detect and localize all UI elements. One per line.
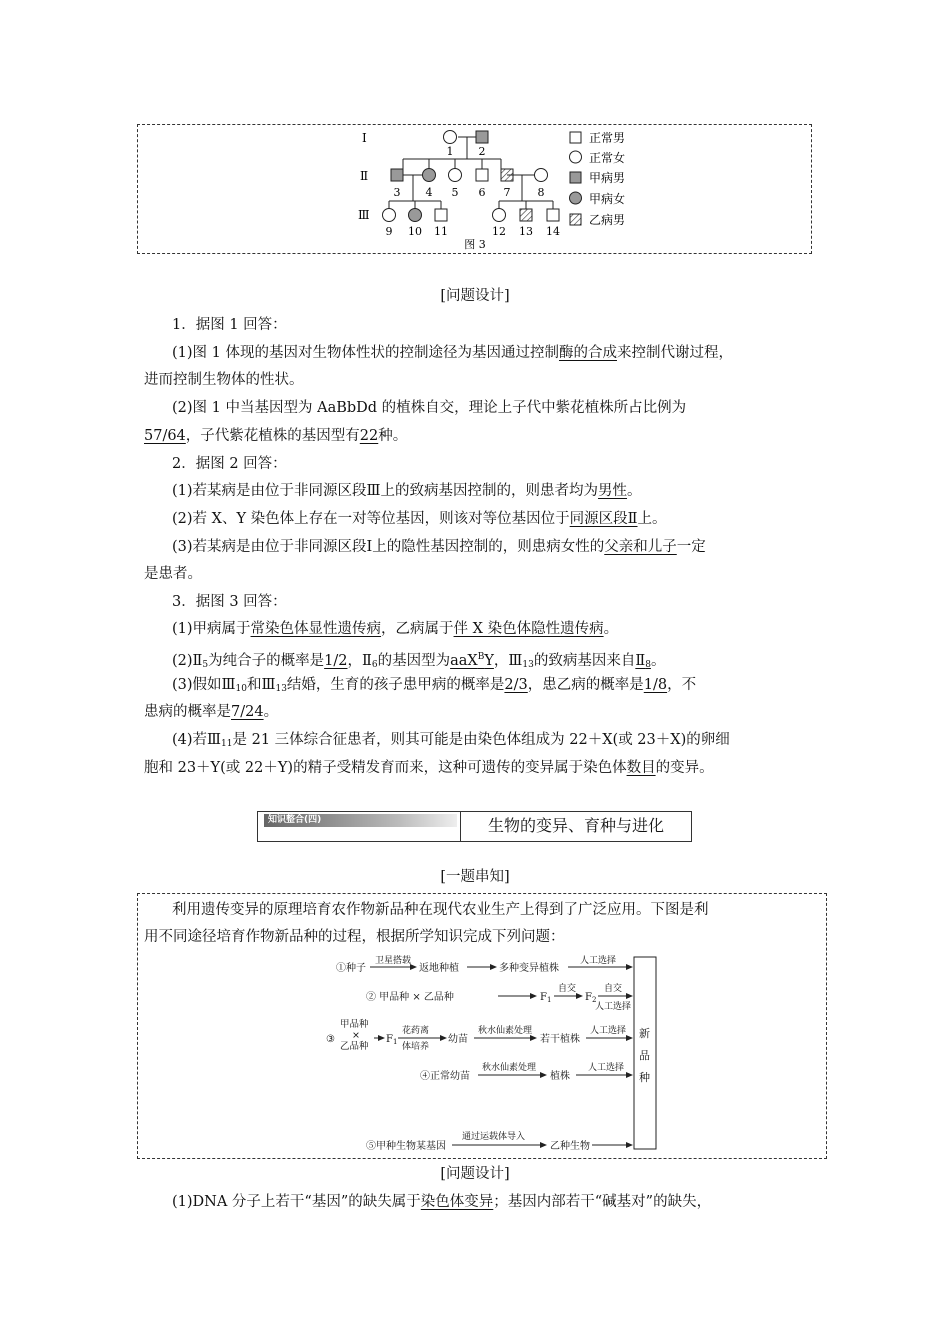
ped-number: 6 (478, 186, 486, 199)
legend-label: 正常男 (589, 131, 626, 145)
question-3-3-cont: 患病的概率是7/24。 (144, 704, 279, 720)
flow-r2-self2-label: 自交 (604, 984, 623, 994)
legend-label: 甲病男 (589, 171, 626, 185)
ped-III12 (493, 209, 506, 222)
ped-III14 (547, 209, 559, 221)
ped-number: 14 (546, 225, 560, 238)
breeding-flow-diagram (300, 955, 670, 1155)
question-3: 3．据图 3 回答： (172, 594, 287, 610)
flow-r3-x: × (352, 1030, 360, 1041)
question-3-2: $(2)Ⅱ_5$为纯合子的概率是1/2，$Ⅱ_6$的基因型为aaX$^B$Y，$Ⅲ_{13}$的致病基因来自$Ⅱ_8$。 (172, 652, 666, 670)
legend-disease-a-male-icon (570, 172, 581, 183)
ped-II5 (449, 169, 462, 182)
ped-number: 1 (446, 145, 454, 158)
question-3-4-cont: 胞和 23＋Y(或 22＋Y)的精子受精发育而来，这种可遗传的变异属于染色体数目的变异。 (144, 760, 714, 776)
ped-number: 8 (537, 186, 545, 199)
problem-intro: 利用遗传变异的原理培育农作物新品种在现代农业生产上得到了广泛应用。下图是利 (172, 902, 709, 918)
flow-r3-num: ③ (326, 1034, 335, 1045)
legend-disease-a-female-icon (570, 192, 582, 204)
flow-r5-arrow: 通过运载体导入 (462, 1132, 526, 1142)
question-2: 2．据图 2 回答： (172, 456, 287, 472)
gen-label: Ⅰ (362, 131, 367, 145)
new-variety-char: 新 (639, 1027, 650, 1040)
flow-r1-mid: 返地种植 (419, 963, 459, 974)
ped-III11 (435, 209, 447, 221)
question-2-2: (2)若 X、Y 染色体上存在一对等位基因，则该对等位基因位于同源区段Ⅱ上。 (172, 511, 667, 527)
flow-select-label: 人工选择 (580, 956, 617, 966)
question-1-1-cont: 进而控制生物体的性状。 (144, 372, 304, 388)
problem-intro-cont: 用不同途径培育作物新品种的过程，根据所学知识完成下列问题： (144, 929, 565, 945)
question-1-2-cont: 57/64，子代紫花植株的基因型有22种。 (144, 428, 408, 444)
flow-r4-start: ④正常幼苗 (420, 1071, 470, 1082)
ped-number: 13 (519, 225, 533, 238)
question-s2-1: (1)DNA 分子上若干“基因”的缺失属于染色体变异；基因内部若干“碱基对”的缺失， (172, 1194, 712, 1210)
new-variety-char: 种 (639, 1071, 650, 1084)
ped-number: 11 (434, 225, 448, 238)
ped-number: 7 (503, 186, 511, 199)
banner-tag: 知识整合(四) (264, 814, 457, 827)
flow-r5-end: 乙种生物 (550, 1141, 590, 1152)
flow-select-label: 人工选择 (595, 1002, 632, 1012)
flow-r1-start: ①种子 (336, 963, 366, 974)
flow-r1-arrow-label: 卫星搭载 (375, 956, 412, 966)
pedigree-figure (137, 124, 812, 254)
legend-label: 乙病男 (589, 213, 626, 227)
ped-III10 (409, 209, 422, 222)
banner-title: 生物的变异、育种与进化 (487, 816, 664, 835)
question-1-2: (2)图 1 中当基因型为 AaBbDd 的植株自交，理论上子代中紫花植株所占比例为 (172, 400, 687, 416)
section-banner (257, 811, 692, 842)
ped-III13 (520, 209, 532, 221)
question-2-3-cont: 是患者。 (144, 566, 202, 582)
flow-r3-arrow2: 秋水仙素处理 (478, 1026, 533, 1036)
ped-I2 (476, 131, 488, 143)
question-3-4: (4)若$Ⅲ_{11}$是 21 三体综合征患者，则其可能是由染色体组成为 22＋X(或 23＋X)的卵细 (172, 732, 730, 749)
flow-r2-self-label: 自交 (558, 984, 577, 994)
ped-number: 5 (451, 186, 459, 199)
ped-II3 (391, 169, 403, 181)
flow-r3-end: 若干植株 (540, 1034, 580, 1045)
flow-select-label: 人工选择 (590, 1026, 627, 1036)
figure-caption: 图 3 (464, 238, 486, 251)
section-heading: [问题设计] (440, 288, 510, 304)
ped-number: 12 (492, 225, 506, 238)
flow-r2-start: ② 甲品种 × 乙品种 (366, 992, 454, 1003)
question-3-1: (1)甲病属于常染色体显性遗传病，乙病属于伴 X 染色体隐性遗传病。 (172, 621, 619, 637)
ped-number: 3 (393, 186, 401, 199)
question-1-1: (1)图 1 体现的基因对生物体性状的控制途径为基因通过控制酶的合成来控制代谢过程， (172, 345, 733, 361)
ped-II4 (423, 169, 436, 182)
section-heading: [一题串知] (440, 869, 510, 885)
question-1: 1．据图 1 回答： (172, 317, 287, 333)
flow-r3-arrow-bot: 体培养 (402, 1042, 430, 1052)
ped-II7 (501, 169, 513, 181)
flow-r3-b: 乙品种 (340, 1041, 369, 1052)
gen-label: Ⅱ (360, 169, 369, 183)
question-2-3: (3)若某病是由位于非同源区段Ⅰ上的隐性基因控制的，则患病女性的父亲和儿子一定 (172, 539, 706, 555)
legend-normal-female-icon (570, 151, 582, 163)
ped-II6 (476, 169, 488, 181)
flow-r4-end: 植株 (550, 1071, 570, 1082)
ped-number: 9 (385, 225, 393, 238)
new-variety-char: 品 (639, 1049, 650, 1062)
flow-r3-mid: 幼苗 (448, 1034, 468, 1045)
flow-r3-arrow-top: 花药离 (402, 1026, 430, 1036)
legend-label: 甲病女 (589, 192, 626, 206)
flow-r3-f1: $F_1$ (386, 1034, 398, 1046)
ped-II8 (535, 169, 548, 182)
ped-I1 (444, 131, 457, 144)
flow-r4-arrow: 秋水仙素处理 (482, 1063, 537, 1073)
ped-number: 4 (425, 186, 433, 199)
flow-r3-a: 甲品种 (340, 1019, 369, 1030)
legend-normal-male-icon (570, 132, 581, 143)
ped-number: 2 (478, 145, 486, 158)
legend-disease-b-male-icon (570, 214, 581, 225)
legend-label: 正常女 (589, 151, 626, 165)
section-heading-2: [问题设计] (440, 1166, 510, 1182)
flow-r2-f1: $F_1$ (540, 992, 552, 1004)
flow-r5-start: ⑤甲种生物某基因 (366, 1141, 446, 1152)
question-2-1: (1)若某病是由位于非同源区段Ⅲ上的致病基因控制的，则患者均为男性。 (172, 483, 642, 499)
gen-label: Ⅲ (358, 208, 370, 222)
flow-r2-f2: $F_2$ (585, 992, 597, 1004)
flow-select-label: 人工选择 (588, 1063, 625, 1073)
ped-III9 (383, 209, 396, 222)
ped-number: 10 (408, 225, 422, 238)
question-3-3: (3)假如$Ⅲ_{10}$和$Ⅲ_{13}$结婚，生育的孩子患甲病的概率是2/3，患乙病的概率是1/8，不 (172, 677, 697, 694)
flow-r1-end: 多种变异植株 (499, 963, 559, 974)
